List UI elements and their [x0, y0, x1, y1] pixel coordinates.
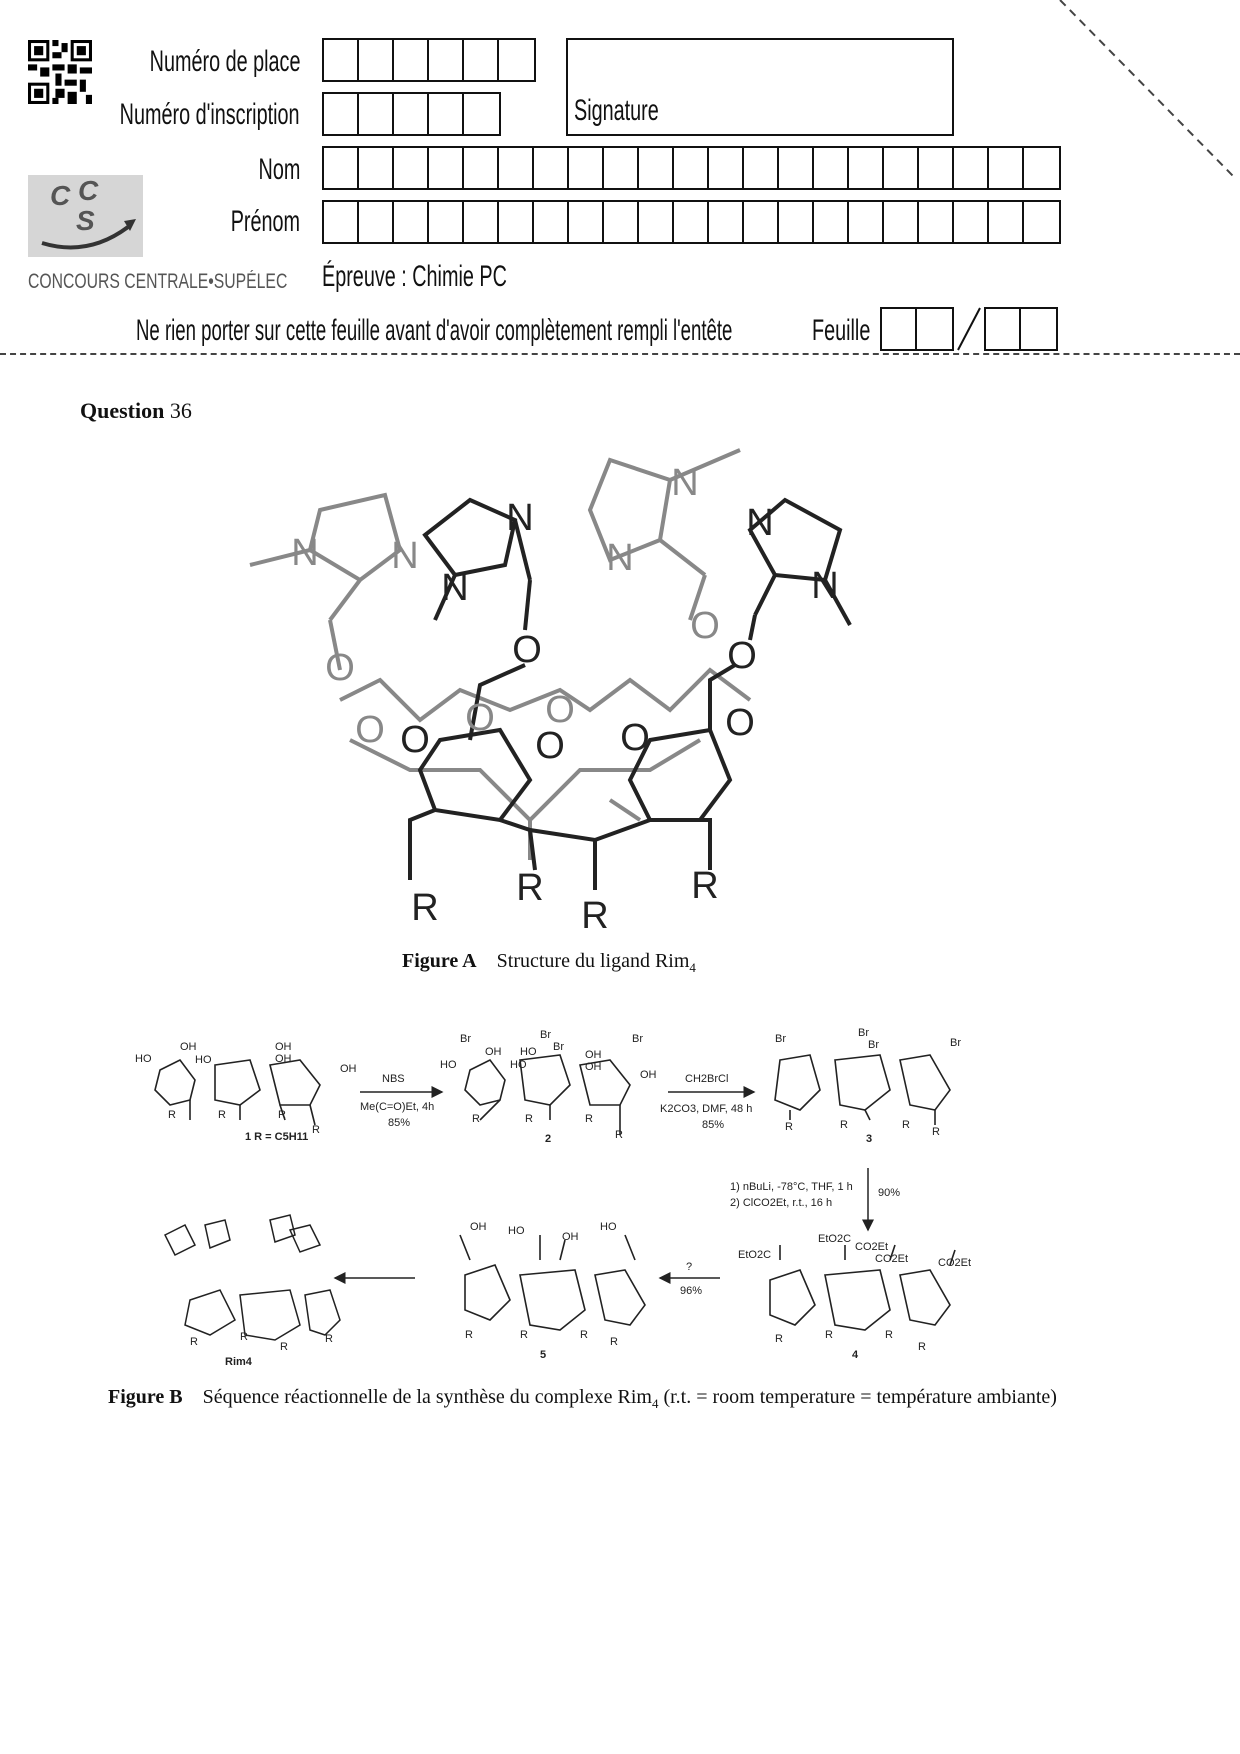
letter-box[interactable]	[499, 202, 534, 242]
letter-box[interactable]	[604, 148, 639, 188]
label-br: Br	[460, 1033, 471, 1045]
figure-a-atom-n: N	[391, 535, 419, 577]
figure-a-atom-n: N	[441, 567, 469, 609]
signature-field[interactable]	[566, 38, 954, 136]
label-oh: HO	[508, 1225, 525, 1237]
numero-place-label: Numéro de place	[149, 45, 300, 78]
label-oh: HO	[510, 1059, 527, 1071]
compound-5-drawing	[460, 1235, 645, 1330]
figure-b-caption-sub: 4	[651, 1396, 659, 1411]
figure-a-atom-r: R	[581, 895, 609, 937]
figure-b-scheme	[120, 1020, 1120, 1370]
label-oh: OH	[640, 1069, 657, 1081]
figure-a-atom-n: N	[746, 502, 774, 544]
figure-a-atom-r: R	[516, 867, 544, 909]
header-cut-line	[0, 353, 1240, 355]
label-oh: HO	[195, 1054, 212, 1066]
letter-box[interactable]	[324, 202, 359, 242]
letter-box[interactable]	[569, 148, 604, 188]
letter-box[interactable]	[534, 202, 569, 242]
label-br: Br	[553, 1041, 564, 1053]
letter-box[interactable]	[1024, 148, 1059, 188]
label-r: R	[240, 1331, 248, 1343]
question-number: 36	[169, 398, 192, 423]
letter-box[interactable]	[569, 202, 604, 242]
feuille-total-field[interactable]	[984, 307, 1058, 351]
figure-a-atom-n: N	[291, 532, 319, 574]
letter-box[interactable]	[1024, 202, 1059, 242]
label-r: R	[825, 1329, 833, 1341]
figure-b-caption	[108, 1385, 1118, 1416]
figure-a-atom-o: O	[400, 719, 430, 761]
letter-box[interactable]	[779, 148, 814, 188]
figure-a-atom-o: O	[620, 717, 650, 759]
letter-box[interactable]	[849, 148, 884, 188]
label-oh: OH	[180, 1041, 197, 1053]
letter-box[interactable]	[884, 202, 919, 242]
step-2-reagent: CH2BrCl	[685, 1073, 729, 1085]
letter-box[interactable]	[464, 202, 499, 242]
label-r: R	[168, 1109, 176, 1121]
prenom-field[interactable]	[322, 200, 1061, 244]
label-r: R	[775, 1333, 783, 1345]
letter-box[interactable]	[814, 202, 849, 242]
compound-1-label: 1 R = C5H11	[245, 1131, 309, 1143]
step-3-line-2: 2) ClCO2Et, r.t., 16 h	[730, 1197, 833, 1209]
label-oh: OH	[585, 1049, 602, 1061]
ccs-logo-graphic-icon	[28, 175, 178, 265]
label-br: Br	[950, 1037, 961, 1049]
feuille-number-field[interactable]	[880, 307, 954, 351]
question-label: Question	[80, 398, 165, 423]
label-oh: OH	[275, 1041, 292, 1053]
step-4-reagent: ?	[686, 1261, 693, 1273]
label-r: R	[585, 1113, 593, 1125]
label-br: Br	[858, 1027, 869, 1039]
letter-box[interactable]	[744, 202, 779, 242]
label-r: R	[885, 1329, 893, 1341]
label-co2et: CO2Et	[875, 1253, 909, 1265]
letter-box[interactable]	[639, 148, 674, 188]
label-r: R	[465, 1329, 473, 1341]
letter-box[interactable]	[604, 202, 639, 242]
label-oh: HO	[135, 1053, 152, 1065]
letter-box[interactable]	[534, 148, 569, 188]
label-r: R	[615, 1129, 623, 1141]
svg-text:C: C	[50, 180, 71, 211]
svg-text:S: S	[76, 205, 95, 236]
label-br: Br	[540, 1029, 551, 1041]
label-oh: OH	[562, 1231, 579, 1243]
label-br: Br	[775, 1033, 786, 1045]
letter-box[interactable]	[814, 148, 849, 188]
letter-box[interactable]	[884, 148, 919, 188]
compound-rim4-drawing	[165, 1215, 340, 1340]
step-1-conditions: Me(C=O)Et, 4h	[360, 1101, 435, 1113]
ccs-logo-text: CONCOURS CENTRALE•SUPÉLEC	[28, 270, 288, 293]
numero-place-field[interactable]	[322, 38, 536, 82]
letter-box[interactable]	[394, 202, 429, 242]
label-r: R	[278, 1109, 286, 1121]
letter-box[interactable]	[919, 148, 954, 188]
letter-box[interactable]	[989, 148, 1024, 188]
label-r: R	[325, 1333, 333, 1345]
label-oh: HO	[520, 1046, 537, 1058]
qr-code-icon	[28, 40, 92, 104]
label-r: R	[472, 1113, 480, 1125]
label-eto2c: EtO2C	[738, 1249, 772, 1261]
step-2-yield: 85%	[702, 1119, 725, 1131]
label-r: R	[580, 1329, 588, 1341]
compound-2-label: 2	[545, 1133, 552, 1145]
figure-a-atom-o: O	[725, 702, 755, 744]
label-r: R	[918, 1341, 926, 1353]
figure-a-structure	[230, 440, 890, 950]
label-oh: OH	[485, 1046, 502, 1058]
step-2-conditions: K2CO3, DMF, 48 h	[660, 1103, 753, 1115]
letter-box[interactable]	[709, 202, 744, 242]
label-r: R	[932, 1126, 940, 1138]
compound-3-label: 3	[866, 1133, 873, 1145]
letter-box[interactable]	[709, 148, 744, 188]
figure-a-atom-o: O	[325, 647, 355, 689]
figure-a-caption	[402, 950, 696, 976]
figure-a-atom-o: O	[727, 635, 757, 677]
label-r: R	[280, 1341, 288, 1353]
letter-box[interactable]	[954, 202, 989, 242]
label-oh: OH	[340, 1063, 357, 1075]
step-4-yield: 96%	[680, 1285, 703, 1297]
figure-a-caption-sub: 4	[689, 960, 696, 975]
label-r: R	[218, 1109, 226, 1121]
label-oh: HO	[440, 1059, 457, 1071]
figure-a-atom-o: O	[690, 605, 720, 647]
label-r: R	[840, 1119, 848, 1131]
figure-b-caption-text: Séquence réactionnelle de la synthèse du complexe Rim	[202, 1386, 652, 1408]
corner-fold-line	[1050, 0, 1240, 180]
nom-field[interactable]	[322, 146, 1061, 190]
compound-5-label: 5	[540, 1349, 547, 1361]
figure-a-atom-o: O	[512, 629, 542, 671]
figure-a-atom-n: N	[811, 565, 839, 607]
ccs-logo	[28, 175, 143, 257]
epreuve-text: Épreuve : Chimie PC	[322, 260, 507, 293]
label-r: R	[610, 1336, 618, 1348]
letter-box[interactable]	[849, 202, 884, 242]
instruction-text: Ne rien porter sur cette feuille avant d'avoir complètement rempli l'entête	[136, 314, 733, 347]
question-heading	[80, 398, 192, 424]
letter-box[interactable]	[359, 148, 394, 188]
figure-a-atom-r: R	[411, 887, 439, 929]
figure-a-atom-o: O	[355, 709, 385, 751]
letter-box[interactable]	[639, 202, 674, 242]
step-3-yield: 90%	[878, 1187, 901, 1199]
letter-box[interactable]	[744, 148, 779, 188]
label-br: Br	[868, 1039, 879, 1051]
label-eto2c: EtO2C	[818, 1233, 852, 1245]
label-co2et: CO2Et	[855, 1241, 889, 1253]
label-r: R	[525, 1113, 533, 1125]
figure-a-caption-text: Structure du ligand Rim	[496, 950, 690, 972]
letter-box[interactable]	[919, 202, 954, 242]
label-r: R	[785, 1121, 793, 1133]
figure-a-atom-o: O	[545, 689, 575, 731]
letter-box[interactable]	[989, 202, 1024, 242]
letter-box[interactable]	[429, 202, 464, 242]
figure-a-atom-r: R	[691, 865, 719, 907]
letter-box[interactable]	[499, 148, 534, 188]
label-r: R	[520, 1329, 528, 1341]
figure-a-atom-o: O	[465, 697, 495, 739]
label-r: R	[312, 1124, 320, 1136]
label-oh: OH	[275, 1053, 292, 1065]
step-3-line-1: 1) nBuLi, -78°C, THF, 1 h	[730, 1181, 853, 1193]
numero-inscription-field[interactable]	[322, 92, 501, 136]
compound-rim4-label: Rim4	[225, 1356, 252, 1368]
compound-1-drawing	[155, 1060, 320, 1125]
figure-a-label: Figure A	[402, 950, 477, 972]
letter-box[interactable]	[674, 202, 709, 242]
letter-box[interactable]	[394, 148, 429, 188]
feuille-slash-icon	[954, 306, 984, 352]
letter-box[interactable]	[324, 148, 359, 188]
step-1-yield: 85%	[388, 1117, 411, 1129]
letter-box[interactable]	[429, 148, 464, 188]
feuille-label: Feuille	[812, 314, 871, 347]
letter-box[interactable]	[359, 202, 394, 242]
label-oh: OH	[470, 1221, 487, 1233]
letter-box[interactable]	[464, 148, 499, 188]
prenom-label: Prénom	[230, 205, 300, 238]
figure-a-atom-n: N	[506, 497, 534, 539]
numero-inscription-label: Numéro d'inscription	[120, 98, 300, 131]
letter-box[interactable]	[779, 202, 814, 242]
label-br: Br	[632, 1033, 643, 1045]
label-co2et: CO2Et	[938, 1257, 972, 1269]
label-r: R	[190, 1336, 198, 1348]
letter-box[interactable]	[674, 148, 709, 188]
svg-text:C: C	[78, 175, 99, 206]
compound-4-drawing	[770, 1245, 955, 1330]
nom-label: Nom	[258, 153, 300, 186]
letter-box[interactable]	[954, 148, 989, 188]
figure-a-atom-n: N	[671, 462, 699, 504]
figure-a-atom-o: O	[535, 725, 565, 767]
figure-a-atom-n: N	[606, 537, 634, 579]
compound-4-label: 4	[852, 1349, 859, 1361]
label-oh: HO	[600, 1221, 617, 1233]
label-r: R	[902, 1119, 910, 1131]
compound-2-drawing	[465, 1055, 630, 1135]
label-oh: OH	[585, 1061, 602, 1073]
signature-label: Signature	[574, 94, 659, 127]
step-1-reagent: NBS	[382, 1073, 405, 1085]
figure-b-caption-rest: (r.t. = room temperature = température ambiante)	[658, 1386, 1057, 1408]
compound-3-drawing	[775, 1055, 950, 1125]
figure-b-label: Figure B	[108, 1386, 183, 1408]
